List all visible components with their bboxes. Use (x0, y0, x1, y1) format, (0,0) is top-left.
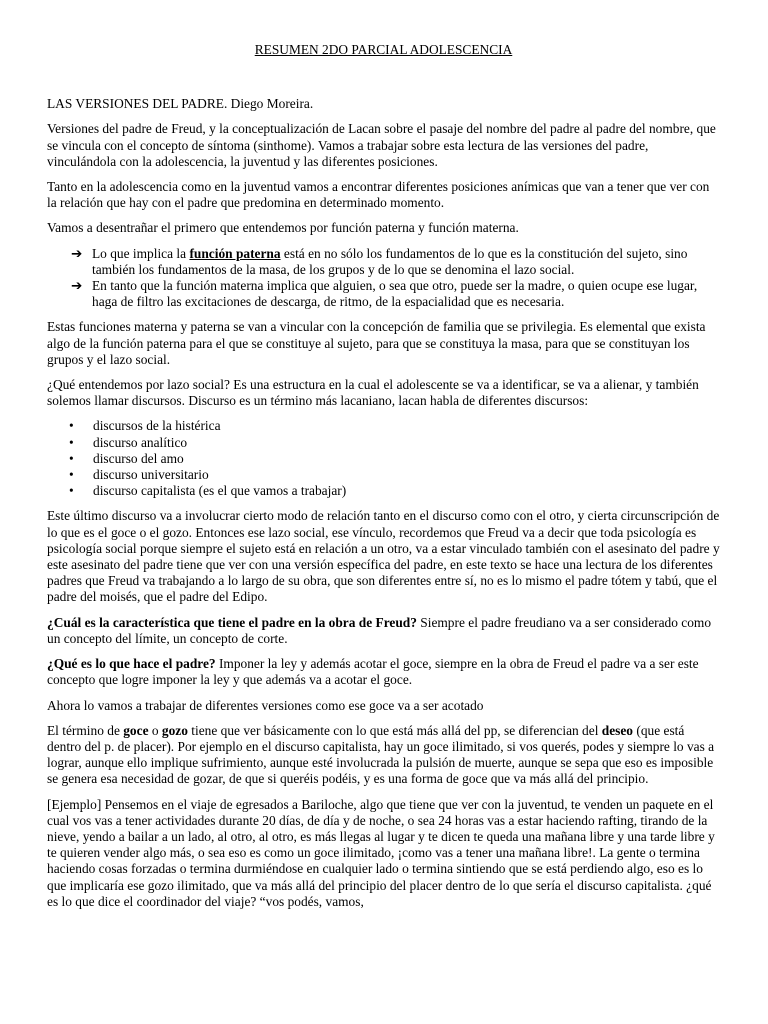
bullet-icon: • (69, 434, 74, 450)
paragraph-father-characteristic (47, 615, 720, 647)
list-item (47, 483, 720, 499)
list-item-text: discurso capitalista (es el que vamos a trabajar) (93, 483, 347, 499)
arrow-item-paternal (47, 246, 720, 278)
paragraph-intro: Versiones del padre de Freud, y la conceptualización de Lacan sobre el pasaje del nombre del padre al padre del nombre, que se vincula con el concepto de síntoma (sinthome). Vamos a trabajar sobre esta lectura de las versiones del padre, vinculándola con la adolescencia, la juventud y las diferentes posiciones. (47, 121, 716, 169)
section-heading: LAS VERSIONES DEL PADRE. Diego Moreira. (47, 96, 314, 112)
paragraph-functions: Vamos a desentrañar el primero que entendemos por función paterna y función materna. (47, 220, 519, 236)
list-item (47, 467, 720, 483)
list-item (47, 451, 720, 467)
discourse-list (47, 418, 720, 499)
bullet-icon: • (69, 450, 74, 466)
arrow-item-maternal (47, 278, 720, 310)
paragraph-versions: Ahora lo vamos a trabajar de diferentes versiones como ese goce va a ser acotado (47, 697, 484, 713)
list-item (47, 435, 720, 451)
answer-text: Imponer la ley y además acotar el goce, siempre en la obra de Freud el padre va a ser este concepto que logre imponer la ley y que además va a acotar el goce. (47, 656, 699, 688)
document-title: RESUMEN 2DO PARCIAL ADOLESCENCIA (254, 42, 513, 57)
bold-term: gozo (161, 722, 188, 738)
arrow-item-text-pre: Lo que implica la (92, 245, 190, 261)
question-bold: ¿Qué es lo que hace el padre? (47, 656, 216, 672)
paragraph-positions: Tanto en la adolescencia como en la juventud vamos a encontrar diferentes posiciones anímicas que van a tener que ver con la relación que hay con el padre que predomina en determinado momento. (47, 179, 710, 211)
document-body (47, 42, 720, 919)
text-run: tiene que ver básicamente con lo que está más allá del pp, se diferencian del (187, 722, 602, 738)
paragraph-jouissance (47, 723, 720, 788)
arrow-list (47, 246, 720, 311)
arrow-item-bold-term: función paterna (189, 245, 281, 261)
paragraph-father-role (47, 656, 720, 688)
paragraph-capitalist-discourse: Este último discurso va a involucrar cierto modo de relación tanto en el discurso como con el otro, y cierta circunscripción de lo que es el goce o el gozo. Entonces ese lazo social, ese vínculo, recordemos que Freud va a decir que toda psicología es psicología social porque siempre el sujeto está en relación a un otro, va a estar vinculado también con el asesinato del padre y este asesinato del padre tiene que ver con una versión específica del padre, en este texto se hace una lectura de los diferentes padres que Freud va trabajando a lo largo de su obra, que son diferentes entre sí, no es lo mismo el padre tótem y tabú, que el padre del moisés, que el padre del Edipo. (47, 508, 720, 605)
text-run: o (148, 722, 162, 738)
list-item-text: discurso analítico (93, 434, 188, 450)
arrow-bullet-icon: ➔ (71, 245, 83, 261)
bullet-icon: • (69, 467, 74, 483)
text-run: (que está dentro del p. de placer). Por ejemplo en el discurso capitalista, hay un goce ilimitado, si vos querés, podes y siempre lo vas a lograr, aunque ello implique sufrimiento, aunque esté involucrada la pulsión de muerte, aunque se sepa que eso es imposible se genera esa necesidad de gozar, de que si queréis podéis, y es una forma de goce que va más allá del principio. (47, 722, 715, 787)
arrow-bullet-icon: ➔ (71, 278, 83, 294)
list-item (47, 418, 720, 434)
list-item-text: discursos de la histérica (93, 418, 221, 434)
bold-term: goce (123, 722, 149, 738)
bullet-icon: • (69, 483, 74, 499)
bold-term: deseo (601, 722, 634, 738)
list-item-text: discurso universitario (93, 467, 209, 483)
question-bold: ¿Cuál es la característica que tiene el padre en la obra de Freud? (47, 614, 417, 630)
arrow-item-text-post: está en no sólo los fundamentos de lo que es la constitución del sujeto, sino también los fundamentos de la masa, de los grupos y de lo que se denomina el lazo social. (92, 245, 688, 277)
paragraph-family: Estas funciones materna y paterna se van a vincular con la concepción de familia que se privilegia. Es elemental que exista algo de la función paterna para el que se constituye al sujeto, para que se constituya la masa, para que se constituyan los grupos y el lazo social. (47, 319, 706, 367)
list-item-text: discurso del amo (93, 450, 184, 466)
paragraph-example: [Ejemplo] Pensemos en el viaje de egresados a Bariloche, algo que tiene que ver con la juventud, te venden un paquete en el cual vos vas a tener actividades durante 20 días, de día y de noche, o sea 24 horas vas a estar haciendo rafting, tirando de la nieve, yendo a bailar a un lado, al otro, al otro, es más llegas al lugar y te dicen te queda una mañana libre y una tarde libre y te quieren vender algo más, o sea eso es como un goce ilimitado, ¡como vas a tener una mañana libre!. La gente o termina haciendo cosas forzadas o termina durmiéndose en cualquier lado o termina sintiendo que se está perdiendo algo, eso es lo que implicaría ese gozo ilimitado, que va más allá del principio del placer dentro de lo que sería el discurso capitalista. ¿qué es lo que dice el coordinador del viaje? “vos podés, vamos, (47, 796, 715, 909)
text-run: El término de (47, 722, 124, 738)
arrow-item-text: En tanto que la función materna implica que alguien, o sea que otro, puede ser la madre, o quien ocupe ese lugar, haga de filtro las excitaciones de descarga, de ritmo, de la espacialidad que es necesaria. (92, 278, 698, 310)
bullet-icon: • (69, 418, 74, 434)
answer-text: Siempre el padre freudiano va a ser considerado como un concepto del límite, un concepto de corte. (47, 614, 712, 646)
paragraph-social-bond: ¿Qué entendemos por lazo social? Es una estructura en la cual el adolescente se va a identificar, se va a alienar, y también solemos llamar discursos. Discurso es un término más lacaniano, lacan habla de diferentes discursos: (47, 377, 699, 409)
